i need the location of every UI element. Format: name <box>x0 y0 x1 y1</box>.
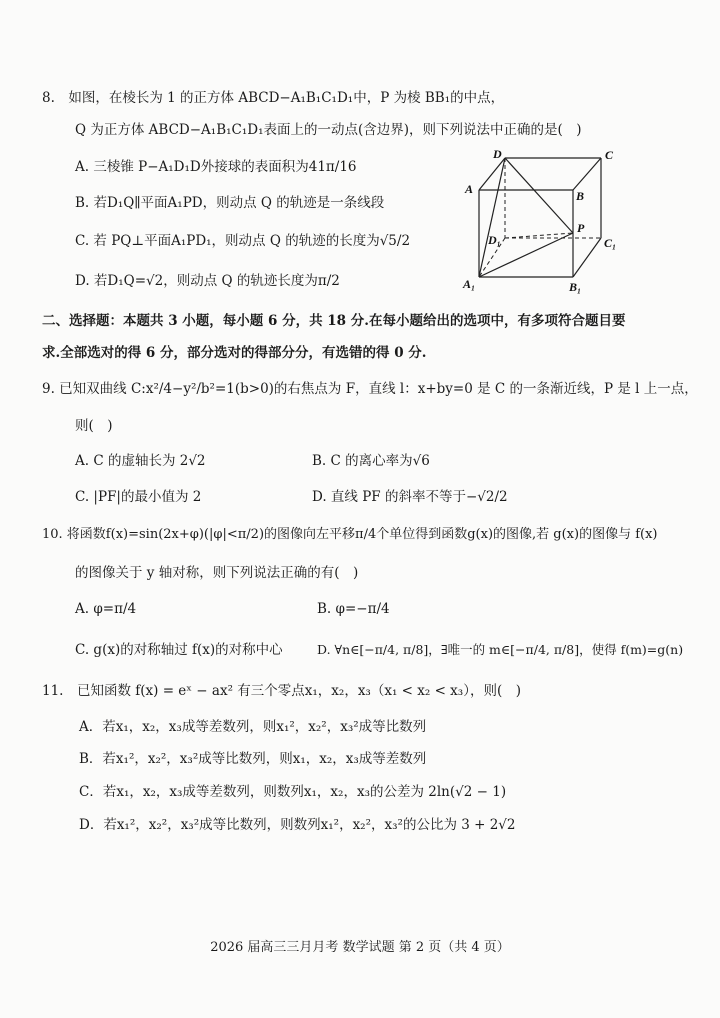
q9-stem-line1: 9. 已知双曲线 C:x²/4−y²/b²=1(b>0)的右焦点为 F，直线 l：x+by=0 是 C 的一条渐近线，P 是 l 上一点， <box>42 381 698 397</box>
segment-a1d <box>479 158 505 277</box>
label-d: D <box>493 150 502 161</box>
q10-option-c: C. g(x)的对称轴过 f(x)的对称中心 <box>75 642 283 658</box>
q9-option-b: B. C 的离心率为√6 <box>312 453 430 469</box>
section2-line2: 求.全部选对的得 6 分，部分选对的得部分分，有选错的得 0 分. <box>42 345 427 361</box>
q11-option-c: C．若x₁，x₂，x₃成等差数列，则数列x₁，x₂，x₃的公差为 2ln(√2 − 1) <box>79 784 507 800</box>
label-b1: B₁ <box>569 280 582 294</box>
q11-option-d: D．若x₁²，x₂²，x₃²成等比数列，则数列x₁²，x₂²，x₃²的公比为 3 + 2√2 <box>79 817 516 833</box>
label-a1: A₁ <box>463 277 476 291</box>
q11-option-a: A．若x₁，x₂，x₃成等差数列，则x₁²，x₂²，x₃²成等比数列 <box>79 719 427 735</box>
q8-option-c: C. 若 PQ⊥平面A₁PD₁，则动点 Q 的轨迹的长度为√5/2 <box>75 233 411 249</box>
cube-figure <box>455 150 625 295</box>
q8-option-b: B. 若D₁Q∥平面A₁PD，则动点 Q 的轨迹是一条线段 <box>75 195 385 211</box>
q8-stem-line1: 8. 如图，在棱长为 1 的正方体 ABCD−A₁B₁C₁D₁中，P 为棱 BB₁的中点， <box>42 90 505 106</box>
section2-line1: 二、选择题：本题共 3 小题，每小题 6 分，共 18 分.在每小题给出的选项中，有多项符合题目要 <box>42 313 626 329</box>
segment-dp <box>505 158 573 233</box>
page-footer: 2026 届高三三月月考 数学试题 第 2 页（共 4 页） <box>210 940 510 955</box>
q9-option-c: C. |PF|的最小值为 2 <box>75 489 202 505</box>
q10-option-d: D. ∀n∈[−π/4, π/8]，∃唯一的 m∈[−π/4, π/8]，使得 f(m)=g(n) <box>317 642 684 657</box>
edge-cb <box>573 158 601 190</box>
q8-option-a: A. 三棱锥 P−A₁D₁D外接球的表面积为41π/16 <box>75 159 357 175</box>
q10-stem-line1: 10. 将函数f(x)=sin(2x+φ)(|φ|<π/2)的图像向左平移π/4个单位得到函数g(x)的图像,若 g(x)的图像与 f(x) <box>42 527 658 542</box>
q9-stem-line2: 则( ) <box>75 418 113 434</box>
label-p: P <box>577 221 585 235</box>
q10-option-b: B. φ=−π/4 <box>317 601 390 617</box>
q11-option-b: B．若x₁²，x₂²，x₃²成等比数列，则x₁，x₂，x₃成等差数列 <box>79 751 427 767</box>
edge-c1b1 <box>573 238 601 277</box>
label-a: A <box>465 182 474 196</box>
q9-option-a: A. C 的虚轴长为 2√2 <box>75 453 206 469</box>
q11-stem: 11. 已知函数 f(x) = eˣ − ax² 有三个零点x₁，x₂，x₃（x₁ < x₂ < x₃），则( ) <box>42 683 521 699</box>
q8-stem-line2: Q 为正方体 ABCD−A₁B₁C₁D₁表面上的一动点(含边界)，则下列说法中正确的是( ) <box>75 122 582 138</box>
q8-option-d: D. 若D₁Q=√2，则动点 Q 的轨迹长度为π/2 <box>75 273 340 289</box>
label-c1: C₁ <box>604 236 617 250</box>
label-b: B <box>576 189 585 203</box>
q10-option-a: A. φ=π/4 <box>75 601 137 617</box>
label-d1: D₁ <box>488 233 501 247</box>
label-c: C <box>605 150 614 162</box>
q9-option-d: D. 直线 PF 的斜率不等于−√2/2 <box>312 489 508 505</box>
q10-stem-line2: 的图像关于 y 轴对称，则下列说法正确的有( ) <box>75 565 359 581</box>
